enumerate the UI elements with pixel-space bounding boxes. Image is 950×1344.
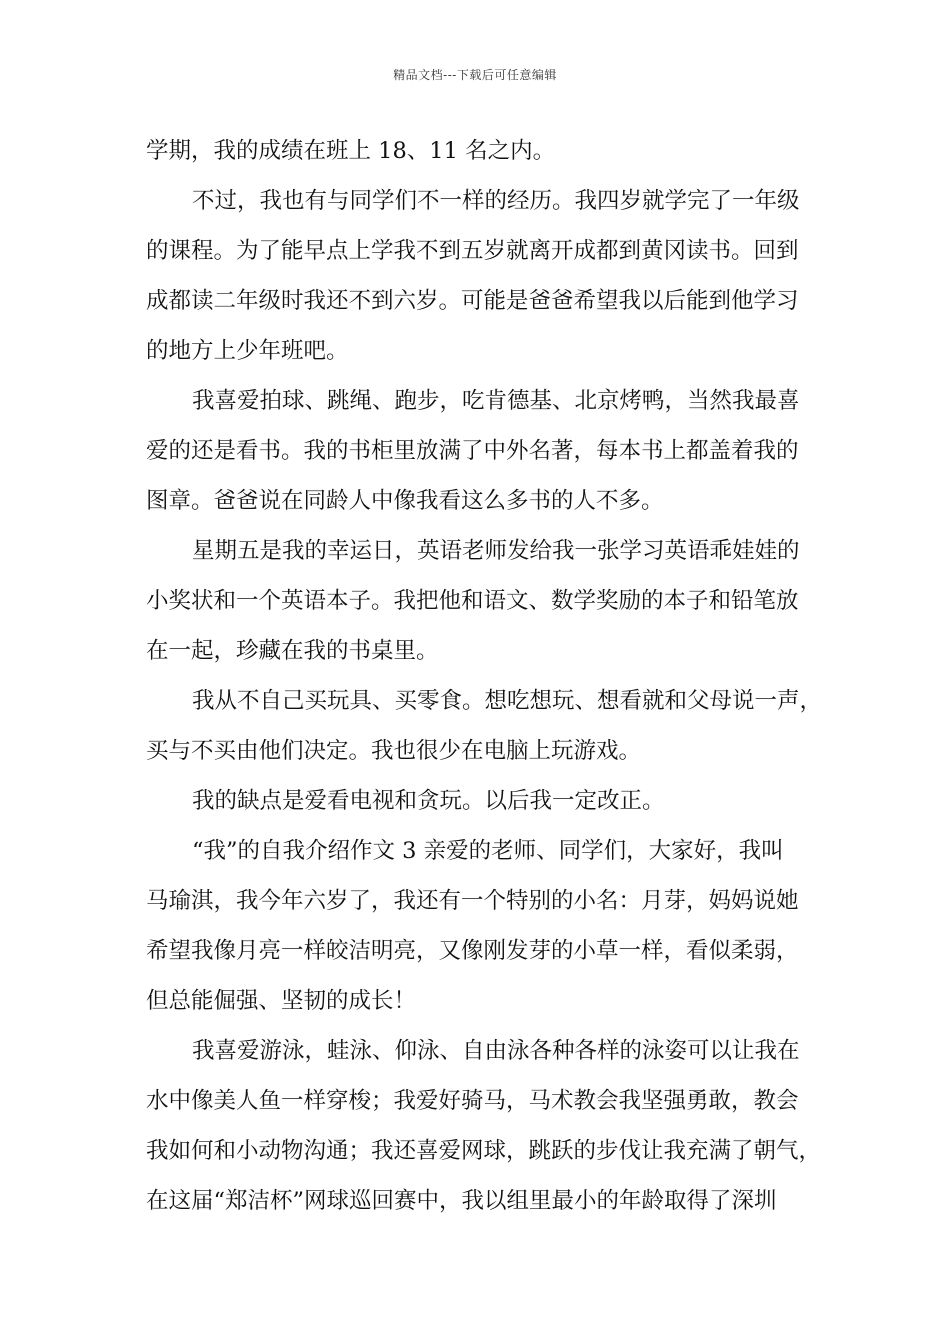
- text-line: 我的缺点是爱看电视和贪玩。以后我一定改正。: [192, 788, 665, 814]
- text-line: 但总能倔强、坚韧的成长！: [146, 988, 417, 1014]
- text-line: 水中像美人鱼一样穿梭；我爱好骑马，马术教会我坚强勇敢，教会: [146, 1088, 799, 1114]
- body-text: [146, 126, 826, 1226]
- text-line: 不过，我也有与同学们不一样的经历。我四岁就学完了一年级: [192, 188, 800, 214]
- text-line: 爱的还是看书。我的书柜里放满了中外名著，每本书上都盖着我的: [146, 438, 799, 464]
- text-line: 在一起，珍藏在我的书桌里。: [146, 638, 439, 664]
- text-line: 星期五是我的幸运日，英语老师发给我一张学习英语乖娃娃的: [192, 538, 800, 564]
- text-line: 我喜爱拍球、跳绳、跑步，吃肯德基、北京烤鸭，当然我最喜: [192, 388, 800, 414]
- text-line: 我喜爱游泳，蛙泳、仰泳、自由泳各种各样的泳姿可以让我在: [192, 1038, 800, 1064]
- text-line: 买与不买由他们决定。我也很少在电脑上玩游戏。: [146, 738, 642, 764]
- text-line: 在这届“郑洁杯”网球巡回赛中，我以组里最小的年龄取得了深圳: [146, 1188, 777, 1214]
- text-line: 的课程。为了能早点上学我不到五岁就离开成都到黄冈读书。回到: [146, 238, 799, 264]
- text-line: 的地方上少年班吧。: [146, 338, 349, 364]
- text-line: 图章。爸爸说在同龄人中像我看这么多书的人不多。: [146, 488, 664, 514]
- page-header: 精品文档---下载后可任意编辑: [393, 68, 557, 82]
- text-line: 成都读二年级时我还不到六岁。可能是爸爸希望我以后能到他学习: [146, 288, 799, 314]
- text-line: 马瑜淇，我今年六岁了，我还有一个特别的小名：月芽，妈妈说她: [146, 888, 799, 914]
- text-line: 希望我像月亮一样皎洁明亮，又像刚发芽的小草一样，看似柔弱，: [146, 938, 799, 964]
- text-line: 我如何和小动物沟通；我还喜爱网球，跳跃的步伐让我充满了朝气，: [146, 1138, 822, 1164]
- text-line: 学期，我的成绩在班上 18、11 名之内。: [146, 138, 556, 164]
- text-line: 我从不自己买玩具、买零食。想吃想玩、想看就和父母说一声，: [192, 688, 823, 714]
- text-line: 小奖状和一个英语本子。我把他和语文、数学奖励的本子和铅笔放: [146, 588, 799, 614]
- text-line: “我”的自我介绍作文 3 亲爱的老师、同学们，大家好，我叫: [192, 838, 784, 864]
